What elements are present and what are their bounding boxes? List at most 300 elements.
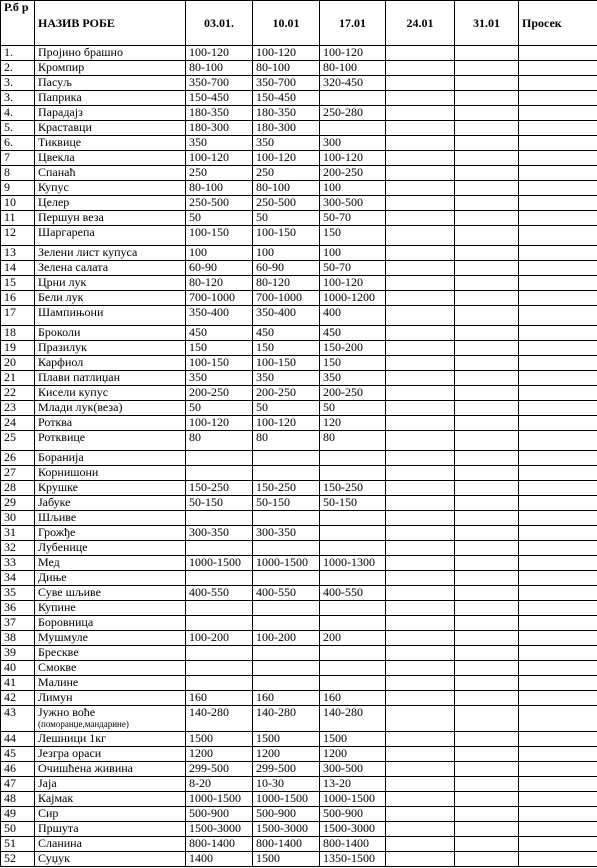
price-average	[519, 852, 597, 867]
table-row	[1, 306, 597, 326]
row-number: 22	[1, 386, 35, 401]
price-average	[519, 646, 597, 661]
price-date-2: 300-350	[253, 526, 320, 541]
price-date-3: 100	[320, 246, 386, 261]
item-name-cell	[35, 837, 186, 852]
price-date-3: 150	[320, 226, 386, 246]
header-date-5: 31.01	[455, 1, 519, 46]
price-date-4	[386, 226, 455, 246]
price-date-2: 150-450	[253, 91, 320, 106]
price-date-5	[455, 526, 519, 541]
price-date-3: 80	[320, 431, 386, 451]
price-date-1: 1200	[186, 747, 253, 762]
item-name: Парадајз	[38, 105, 83, 119]
item-name: Цвекла	[38, 150, 75, 164]
item-name-cell	[35, 91, 186, 106]
price-date-5	[455, 401, 519, 416]
price-date-5	[455, 556, 519, 571]
price-date-2: 250	[253, 166, 320, 181]
price-date-1: 150-450	[186, 91, 253, 106]
item-name-cell	[35, 631, 186, 646]
price-date-4	[386, 121, 455, 136]
row-number: 26	[1, 451, 35, 466]
row-number: 30	[1, 511, 35, 526]
table-row	[1, 196, 597, 211]
row-number: 6.	[1, 136, 35, 151]
price-date-4	[386, 166, 455, 181]
table-row	[1, 762, 597, 777]
item-name-cell	[35, 196, 186, 211]
price-date-1: 80-100	[186, 181, 253, 196]
price-date-1: 100-150	[186, 226, 253, 246]
item-name-cell	[35, 526, 186, 541]
item-name-cell	[35, 481, 186, 496]
price-average	[519, 166, 597, 181]
price-date-2: 100-120	[253, 416, 320, 431]
price-date-3: 500-900	[320, 807, 386, 822]
price-average	[519, 46, 597, 61]
price-date-2: 80	[253, 431, 320, 451]
price-date-2	[253, 541, 320, 556]
price-date-5	[455, 792, 519, 807]
row-number: 1.	[1, 46, 35, 61]
price-average	[519, 616, 597, 631]
price-date-2	[253, 571, 320, 586]
item-name-cell	[35, 306, 186, 326]
price-date-2	[253, 601, 320, 616]
price-date-1: 180-350	[186, 106, 253, 121]
item-name-cell	[35, 246, 186, 261]
price-average	[519, 276, 597, 291]
item-name-cell	[35, 326, 186, 341]
table-row	[1, 326, 597, 341]
price-date-2	[253, 646, 320, 661]
price-date-4	[386, 466, 455, 481]
table-row	[1, 571, 597, 586]
row-number: 3.	[1, 91, 35, 106]
price-date-4	[386, 326, 455, 341]
price-average	[519, 481, 597, 496]
row-number: 47	[1, 777, 35, 792]
price-date-4	[386, 822, 455, 837]
row-number: 18	[1, 326, 35, 341]
price-date-5	[455, 91, 519, 106]
row-number: 51	[1, 837, 35, 852]
row-number: 3.	[1, 76, 35, 91]
price-date-3: 200	[320, 631, 386, 646]
price-average	[519, 807, 597, 822]
price-date-4	[386, 451, 455, 466]
price-date-2: 1000-1500	[253, 792, 320, 807]
table-row	[1, 371, 597, 386]
price-date-5	[455, 852, 519, 867]
table-row	[1, 136, 597, 151]
price-date-3: 50-70	[320, 261, 386, 276]
row-number: 10	[1, 196, 35, 211]
price-average	[519, 792, 597, 807]
price-date-1: 1400	[186, 852, 253, 867]
price-date-2: 180-300	[253, 121, 320, 136]
item-name-cell	[35, 166, 186, 181]
price-average	[519, 496, 597, 511]
price-date-1: 180-300	[186, 121, 253, 136]
row-number: 9	[1, 181, 35, 196]
price-date-5	[455, 646, 519, 661]
price-date-4	[386, 777, 455, 792]
row-number: 36	[1, 601, 35, 616]
price-date-4	[386, 416, 455, 431]
price-date-3: 1000-1500	[320, 792, 386, 807]
price-date-2: 50-150	[253, 496, 320, 511]
item-name-cell	[35, 356, 186, 371]
price-date-5	[455, 511, 519, 526]
item-name-cell	[35, 466, 186, 481]
price-date-1: 100-120	[186, 416, 253, 431]
price-date-4	[386, 526, 455, 541]
row-number: 2.	[1, 61, 35, 76]
price-date-3: 100-120	[320, 46, 386, 61]
table-row	[1, 121, 597, 136]
price-average	[519, 676, 597, 691]
price-average	[519, 571, 597, 586]
price-date-2: 80-100	[253, 181, 320, 196]
row-number: 49	[1, 807, 35, 822]
price-date-2: 100-150	[253, 226, 320, 246]
price-date-3: 150-200	[320, 341, 386, 356]
item-name: Грожђе	[38, 525, 76, 539]
table-row	[1, 246, 597, 261]
price-date-2: 150-250	[253, 481, 320, 496]
item-name: Лимун	[38, 690, 73, 704]
price-date-3: 1000-1300	[320, 556, 386, 571]
price-date-5	[455, 466, 519, 481]
price-date-3: 1350-1500	[320, 852, 386, 867]
price-date-5	[455, 586, 519, 601]
price-date-5	[455, 541, 519, 556]
price-date-4	[386, 276, 455, 291]
table-row	[1, 691, 597, 706]
price-average	[519, 401, 597, 416]
price-date-1: 80-100	[186, 61, 253, 76]
price-date-3: 160	[320, 691, 386, 706]
item-name: Пројино брашно	[38, 45, 123, 59]
table-row	[1, 481, 597, 496]
item-name-cell	[35, 661, 186, 676]
price-date-3: 150	[320, 356, 386, 371]
row-number: 7	[1, 151, 35, 166]
price-date-4	[386, 646, 455, 661]
item-name-cell	[35, 762, 186, 777]
price-date-3: 300-500	[320, 762, 386, 777]
price-date-1	[186, 616, 253, 631]
item-name: Јаја	[38, 776, 57, 790]
item-name-note: (поморанџе,мандарине)	[38, 719, 129, 729]
item-name: Млади лук(веза)	[38, 400, 123, 414]
row-number: 41	[1, 676, 35, 691]
price-date-2: 10-30	[253, 777, 320, 792]
item-name-cell	[35, 732, 186, 747]
price-date-3	[320, 646, 386, 661]
price-average	[519, 341, 597, 356]
price-average	[519, 601, 597, 616]
row-number: 38	[1, 631, 35, 646]
item-name-cell	[35, 451, 186, 466]
price-date-1: 80-120	[186, 276, 253, 291]
price-date-5	[455, 76, 519, 91]
price-date-4	[386, 136, 455, 151]
item-name-cell	[35, 106, 186, 121]
price-date-3: 350	[320, 371, 386, 386]
price-average	[519, 181, 597, 196]
price-date-3: 50-70	[320, 211, 386, 226]
header-date-4: 24.01	[386, 1, 455, 46]
table-row	[1, 631, 597, 646]
price-date-2: 200-250	[253, 386, 320, 401]
price-average	[519, 661, 597, 676]
item-name: Црни лук	[38, 275, 87, 289]
item-name: Очишћена живина	[38, 761, 133, 775]
price-date-3: 100-120	[320, 276, 386, 291]
price-date-3	[320, 541, 386, 556]
price-date-1: 100-150	[186, 356, 253, 371]
price-date-5	[455, 616, 519, 631]
price-average	[519, 541, 597, 556]
item-name: Шампињони	[38, 305, 104, 319]
price-date-4	[386, 511, 455, 526]
item-name-cell	[35, 371, 186, 386]
item-name-cell	[35, 556, 186, 571]
price-date-1: 200-250	[186, 386, 253, 401]
price-date-4	[386, 807, 455, 822]
price-date-4	[386, 732, 455, 747]
header-average: Просек	[519, 1, 597, 46]
price-date-4	[386, 371, 455, 386]
row-number: 21	[1, 371, 35, 386]
item-name: Боранија	[38, 450, 84, 464]
price-date-2	[253, 466, 320, 481]
row-number: 42	[1, 691, 35, 706]
price-date-4	[386, 386, 455, 401]
item-name-cell	[35, 291, 186, 306]
row-number: 28	[1, 481, 35, 496]
item-name-cell	[35, 386, 186, 401]
price-average	[519, 211, 597, 226]
price-date-1: 700-1000	[186, 291, 253, 306]
price-date-1: 100-200	[186, 631, 253, 646]
item-name: Кисели купус	[38, 385, 109, 399]
item-name-cell	[35, 181, 186, 196]
table-row	[1, 496, 597, 511]
price-average	[519, 356, 597, 371]
price-average	[519, 526, 597, 541]
price-date-1: 1000-1500	[186, 792, 253, 807]
table-row	[1, 511, 597, 526]
price-average	[519, 466, 597, 481]
price-date-5	[455, 181, 519, 196]
row-number: 34	[1, 571, 35, 586]
row-number: 13	[1, 246, 35, 261]
price-date-5	[455, 706, 519, 732]
item-name-cell	[35, 341, 186, 356]
price-date-1	[186, 571, 253, 586]
item-name-cell	[35, 792, 186, 807]
price-average	[519, 586, 597, 601]
price-date-5	[455, 121, 519, 136]
table-row	[1, 61, 597, 76]
price-date-2: 100-120	[253, 46, 320, 61]
price-date-4	[386, 61, 455, 76]
price-date-2: 400-550	[253, 586, 320, 601]
price-date-2: 100-150	[253, 356, 320, 371]
price-date-3: 200-250	[320, 166, 386, 181]
price-date-3: 1000-1200	[320, 291, 386, 306]
price-date-1: 400-550	[186, 586, 253, 601]
item-name-cell	[35, 511, 186, 526]
price-date-1	[186, 511, 253, 526]
price-date-4	[386, 196, 455, 211]
price-date-4	[386, 431, 455, 451]
row-number: 40	[1, 661, 35, 676]
table-row	[1, 276, 597, 291]
row-number: 48	[1, 792, 35, 807]
item-name: Језгра ораси	[38, 746, 102, 760]
item-name: Першун веза	[38, 210, 104, 224]
price-average	[519, 416, 597, 431]
price-date-3	[320, 571, 386, 586]
table-row	[1, 661, 597, 676]
price-average	[519, 326, 597, 341]
row-number: 27	[1, 466, 35, 481]
price-date-3: 50	[320, 401, 386, 416]
price-date-5	[455, 747, 519, 762]
item-name-cell	[35, 401, 186, 416]
row-number: 5.	[1, 121, 35, 136]
item-name: Мушмуле	[38, 630, 88, 644]
price-date-4	[386, 481, 455, 496]
price-date-1	[186, 601, 253, 616]
price-date-4	[386, 76, 455, 91]
item-name-cell	[35, 691, 186, 706]
item-name: Зелена салата	[38, 260, 109, 274]
price-date-2: 1500-3000	[253, 822, 320, 837]
item-name-cell	[35, 747, 186, 762]
price-average	[519, 306, 597, 326]
row-number: 8	[1, 166, 35, 181]
price-date-5	[455, 837, 519, 852]
price-average	[519, 261, 597, 276]
price-date-5	[455, 431, 519, 451]
price-date-5	[455, 341, 519, 356]
price-average	[519, 706, 597, 732]
price-date-3	[320, 121, 386, 136]
price-date-4	[386, 151, 455, 166]
price-date-1	[186, 646, 253, 661]
item-name: Јужно воће	[38, 705, 96, 719]
price-date-5	[455, 691, 519, 706]
price-date-1: 350-700	[186, 76, 253, 91]
table-row	[1, 401, 597, 416]
row-number: 19	[1, 341, 35, 356]
item-name: Боровница	[38, 615, 94, 629]
item-name: Пршута	[38, 821, 79, 835]
price-date-5	[455, 762, 519, 777]
price-date-5	[455, 291, 519, 306]
item-name-cell	[35, 136, 186, 151]
item-name-cell	[35, 46, 186, 61]
item-name: Суве шљиве	[38, 585, 101, 599]
price-average	[519, 777, 597, 792]
table-row	[1, 777, 597, 792]
price-date-2	[253, 511, 320, 526]
item-name-cell	[35, 211, 186, 226]
table-row	[1, 822, 597, 837]
item-name: Кромпир	[38, 60, 85, 74]
table-row	[1, 792, 597, 807]
price-date-2: 350-700	[253, 76, 320, 91]
header-date-1: 03.01.	[186, 1, 253, 46]
header-number: Р.б р	[1, 1, 35, 46]
price-date-4	[386, 762, 455, 777]
price-average	[519, 106, 597, 121]
price-date-5	[455, 306, 519, 326]
item-name: Крушке	[38, 480, 78, 494]
price-date-1: 60-90	[186, 261, 253, 276]
table-row	[1, 151, 597, 166]
item-name-cell	[35, 61, 186, 76]
price-average	[519, 451, 597, 466]
item-name: Малине	[38, 675, 79, 689]
row-number: 43	[1, 706, 35, 732]
item-name: Купус	[38, 180, 69, 194]
price-date-1: 150	[186, 341, 253, 356]
price-date-2: 80-100	[253, 61, 320, 76]
price-date-5	[455, 326, 519, 341]
price-date-1: 1000-1500	[186, 556, 253, 571]
row-number: 37	[1, 616, 35, 631]
price-average	[519, 556, 597, 571]
row-number: 11	[1, 211, 35, 226]
item-name: Празилук	[38, 340, 87, 354]
item-name: Плави патлиџан	[38, 370, 121, 384]
table-row	[1, 732, 597, 747]
price-date-2: 1200	[253, 747, 320, 762]
row-number: 39	[1, 646, 35, 661]
item-name-cell	[35, 226, 186, 246]
row-number: 52	[1, 852, 35, 867]
price-date-5	[455, 822, 519, 837]
row-number: 31	[1, 526, 35, 541]
row-number: 44	[1, 732, 35, 747]
price-date-2: 50	[253, 211, 320, 226]
price-date-1: 450	[186, 326, 253, 341]
item-name-cell	[35, 807, 186, 822]
price-date-2	[253, 676, 320, 691]
price-date-5	[455, 451, 519, 466]
price-date-1: 350	[186, 136, 253, 151]
item-name: Јабуке	[38, 495, 71, 509]
item-name: Тиквице	[38, 135, 82, 149]
price-date-1	[186, 661, 253, 676]
row-number: 46	[1, 762, 35, 777]
price-date-2: 160	[253, 691, 320, 706]
price-date-5	[455, 807, 519, 822]
price-date-3	[320, 616, 386, 631]
price-date-5	[455, 661, 519, 676]
price-date-4	[386, 181, 455, 196]
price-average	[519, 371, 597, 386]
price-date-4	[386, 571, 455, 586]
price-date-3: 300	[320, 136, 386, 151]
